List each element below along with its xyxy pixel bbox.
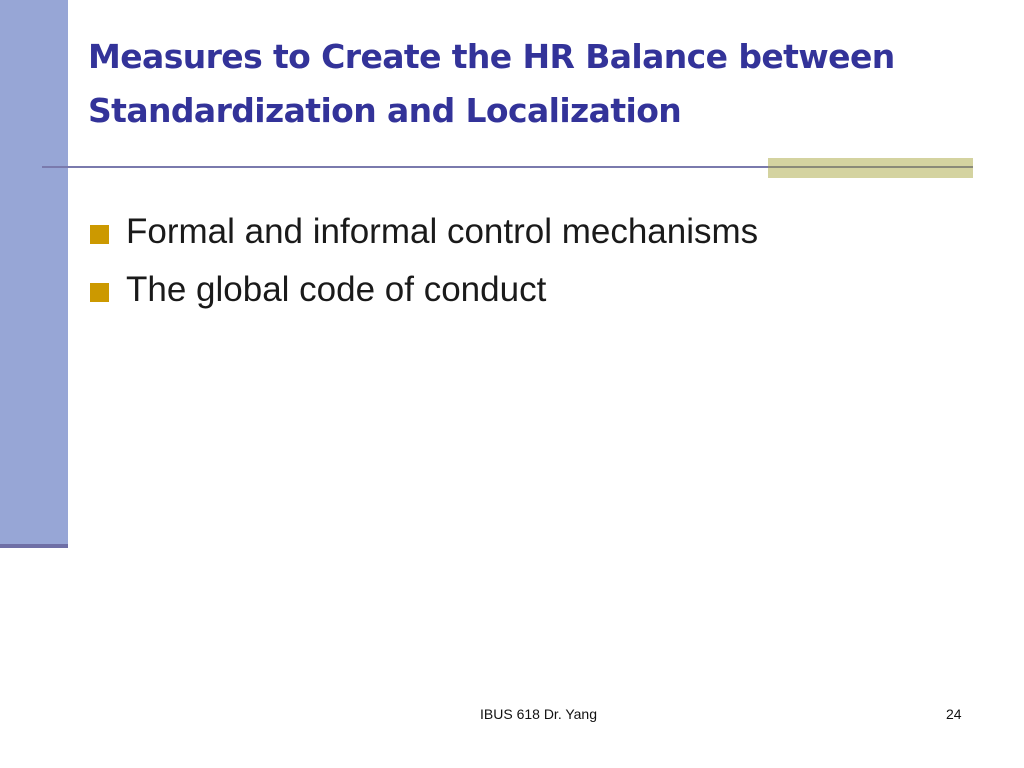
- bullet-text: Formal and informal control mechanisms: [126, 212, 759, 251]
- bullet-list: [90, 206, 758, 322]
- footer-text: IBUS 618 Dr. Yang: [480, 706, 597, 722]
- bullet-item: [90, 264, 758, 322]
- left-decorative-bar: [0, 0, 68, 545]
- accent-divider: [768, 166, 973, 168]
- bullet-item: [90, 206, 758, 264]
- square-bullet-icon: [90, 225, 109, 244]
- slide-title: [88, 30, 988, 138]
- left-bar-underline: [0, 544, 68, 548]
- title-line-1: Measures to Create the HR Balance between: [88, 37, 895, 76]
- page-number: 24: [946, 706, 962, 722]
- accent-block: [768, 158, 973, 178]
- title-line-2: Standardization and Localization: [88, 91, 682, 130]
- square-bullet-icon: [90, 283, 109, 302]
- bullet-text: The global code of conduct: [126, 270, 547, 309]
